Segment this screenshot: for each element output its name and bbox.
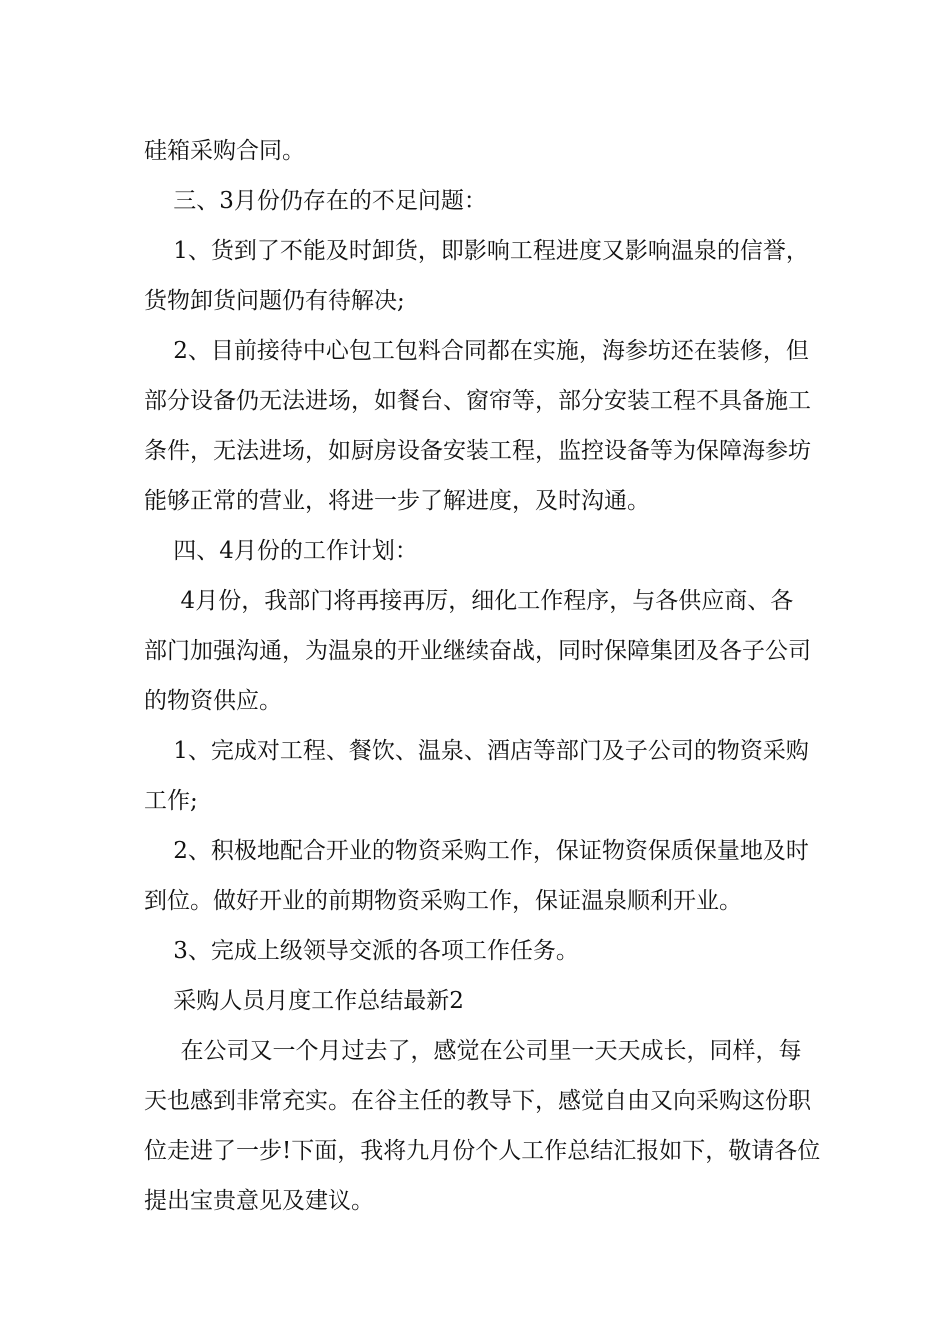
text-line: 4月份，我部门将再接再厉，细化工作程序，与各供应商、各 [144, 588, 794, 614]
section-heading-4: 四、4月份的工作计划： [144, 538, 418, 564]
text-line: 天也感到非常充实。在谷主任的教导下，感觉自由又向采购这份职 [144, 1088, 811, 1114]
text-line: 硅箱采购合同。 [144, 138, 305, 164]
text-line: 提出宝贵意见及建议。 [144, 1188, 374, 1214]
text-line: 3、完成上级领导交派的各项工作任务。 [144, 938, 579, 964]
text-line: 位走进了一步!下面，我将九月份个人工作总结汇报如下，敬请各位 [144, 1138, 821, 1164]
text-line: 到位。做好开业的前期物资采购工作，保证温泉顺利开业。 [144, 888, 742, 914]
text-line: 2、积极地配合开业的物资采购工作，保证物资保质保量地及时 [144, 838, 809, 864]
text-line: 部分设备仍无法进场，如餐台、窗帘等，部分安装工程不具备施工 [144, 388, 811, 414]
section-heading-3: 三、3月份仍存在的不足问题： [144, 188, 487, 214]
text-line: 货物卸货问题仍有待解决; [144, 288, 405, 314]
text-line: 部门加强沟通，为温泉的开业继续奋战，同时保障集团及各子公司 [144, 638, 811, 664]
text-line: 1、完成对工程、餐饮、温泉、酒店等部门及子公司的物资采购 [144, 738, 809, 764]
text-line: 条件，无法进场，如厨房设备安装工程，监控设备等为保障海参坊 [144, 438, 811, 464]
text-line: 在公司又一个月过去了，感觉在公司里一天天成长，同样，每 [144, 1038, 802, 1064]
text-line: 工作; [144, 788, 198, 814]
article-title: 采购人员月度工作总结最新2 [144, 988, 464, 1014]
text-line: 1、货到了不能及时卸货，即影响工程进度又影响温泉的信誉， [144, 238, 809, 264]
text-line: 能够正常的营业，将进一步了解进度，及时沟通。 [144, 488, 650, 514]
text-line: 的物资供应。 [144, 688, 282, 714]
text-line: 2、目前接待中心包工包料合同都在实施，海参坊还在装修，但 [144, 338, 809, 364]
